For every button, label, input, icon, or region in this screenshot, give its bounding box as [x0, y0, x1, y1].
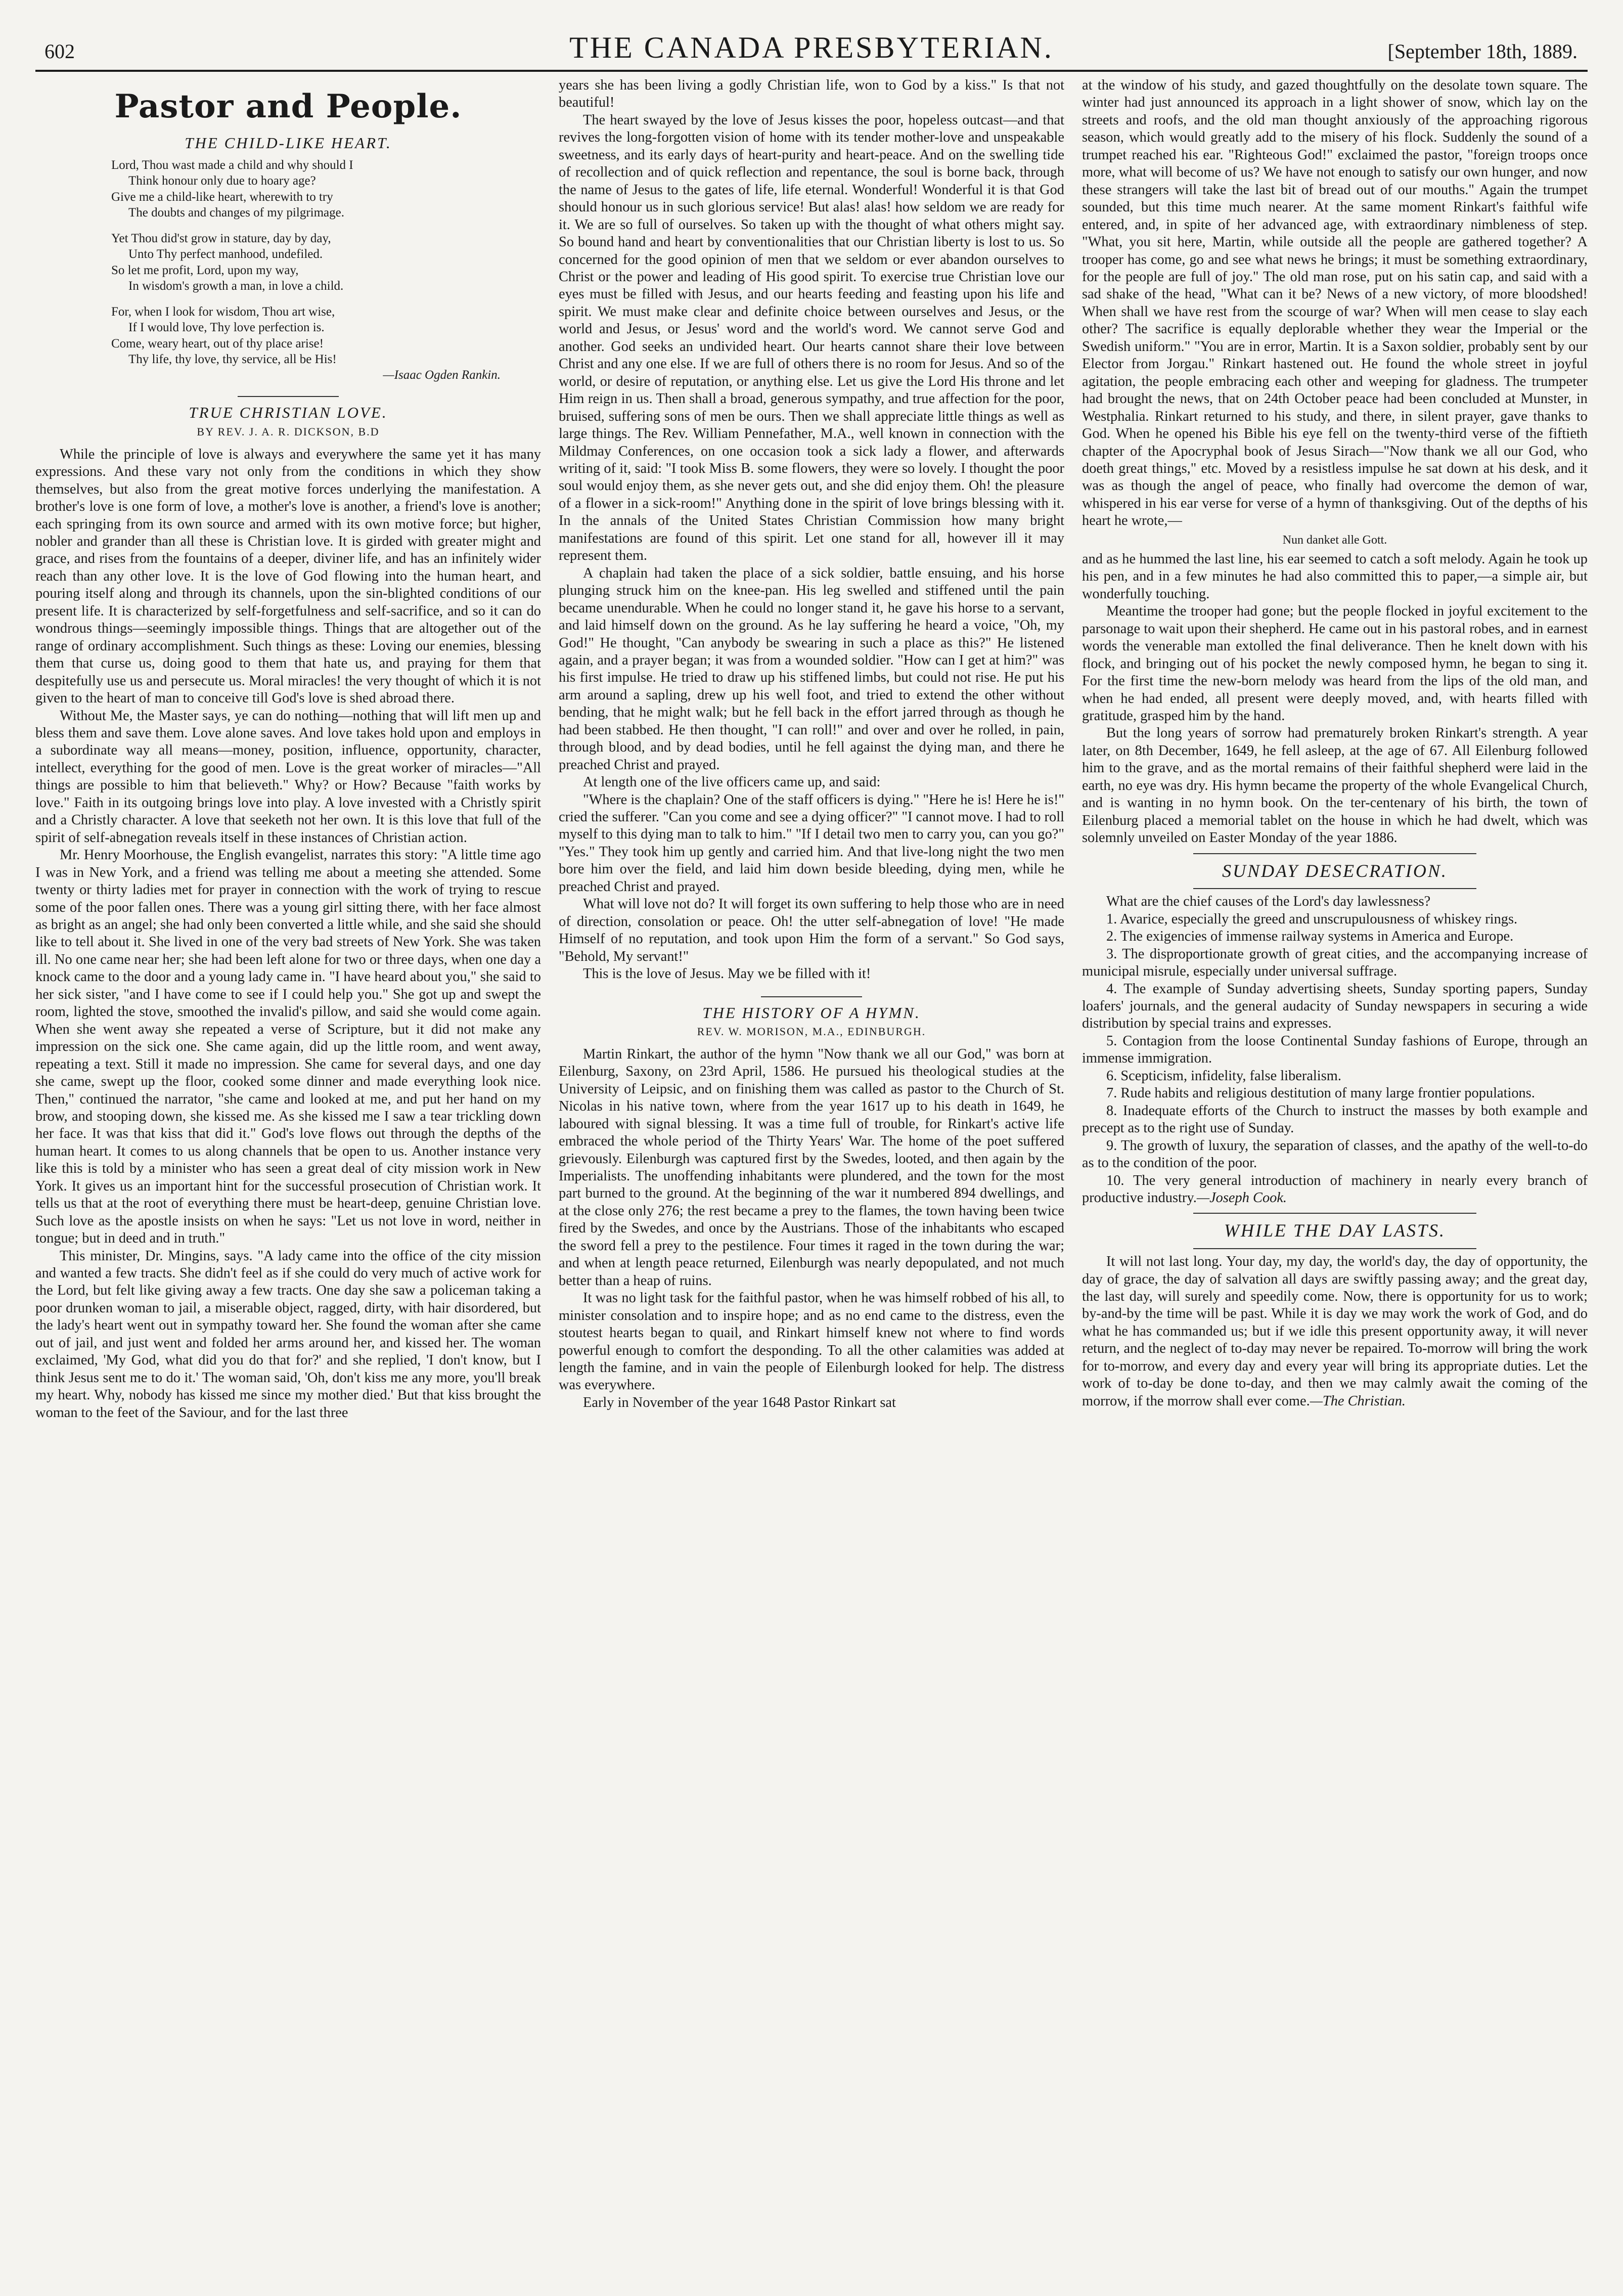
article-title: SUNDAY DESECRATION. — [1222, 860, 1448, 881]
masthead — [35, 30, 1588, 67]
article-byline: REV. W. MORISON, M.A., EDINBURGH. — [697, 1025, 926, 1038]
article-paragraph: It was no light task for the faithful pastor, when he was himself robbed of his all, to minister consolation and to inspire hope; and as no end came to the distress, even the stoutest hearts began to quail, and Rinkart himself knew not where to find words powerful enough to comfort the desponding. To all the other calamities was added at length the famine, and in vain the people of Eilenburgh looked for help. The distress was everywhere. — [559, 1290, 1064, 1393]
article-paragraph: "Where is the chaplain? One of the staff officers is dying." "Here he is! Here he is!" cried the sufferer. "Can you come and see a dying officer?" "I cannot move. I had to roll myself to this dying man to talk to him." "If I detail two men to carry you, can you go?" "Yes." They took him up gently and carried him. And that live-long night the two men bore him over the field, and laid him down beside bleeding, dying men, while he preached Christ and prayed. — [559, 791, 1064, 895]
list-item: 4. The example of Sunday advertising sheets, Sunday sporting papers, Sunday loafers' journals, and the general audacity of Sunday newspapers in securing a wide distribution by special trains and expresses. — [1082, 981, 1588, 1032]
article-paragraph: A chaplain had taken the place of a sick soldier, battle ensuing, and his horse plunging struck him on the knee-pan. His leg swelled and stiffened until the pain became unendurable. When he could no longer stand it, he gave his horse to a servant, and laid himself down on the ground. As he lay suffering he heard a voice, "Oh, my God!" He thought, "Can anybody be swearing in such a place as this?" He listened again, and a prayer began; it was from a wounded soldier. "How can I get at him?" was his first impulse. He tried to draw up his stiffened limbs, but could not rise. He put his arm around a sapling, drew up his well foot, and tried to extend the other without bending, that he might walk; but he fell back in the effort jarred through as though he had been stabbed. He then thought, "I can roll!" and over and over he rolled, in pain, through blood, and by dead bodies, until he fell against the dying man, and there he preached Christ and prayed. — [559, 565, 1064, 773]
article-paragraph: Martin Rinkart, the author of the hymn "Now thank we all our God," was born at Eilenburg, Saxony, on 23rd April, 1586. He pursued his theological studies at the University of Leipsic, and on finishing them was called as pastor to the Church of St. Nicolas in his native town, where from the year 1617 up to his death in 1649, he laboured with signal blessing. It was a time full of trouble, for Rinkart's active life embraced the whole period of the Thirty Years' War. The home of the poet suffered grievously. Eilenburgh was captured first by the Swedes, looted, and then again by the Imperialists. The unoffending inhabitants were plundered, and the town for the most part burned to the ground. At the beginning of the war it numbered 894 dwellings, and at the close only 276; the rest became a prey to the flames, the town having been twice fired by the Swedes, and once by the Austrians. Those of the inhabitants who escaped the sword fell a prey to the pestilence. Four times it raged in the town during the war; and when at length peace returned, Eilenburgh was nearly depopulated, and not much better than a heap of ruins. — [559, 1046, 1064, 1289]
article-paragraph: But the long years of sorrow had prematurely broken Rinkart's strength. A year later, on 8th December, 1649, he fell asleep, at the age of 67. All Eilenburg followed him to the grave, and as the mortal remains of their faithful shepherd were laid in the earth, no eye was dry. His hymn became the property of the whole Evangelical Church, and is wanting in no hymn book. On the ter-centenary of his birth, the town of Eilenburg placed a memorial tablet on the house in which he had dwelt, which was solemnly unveiled on Easter Monday of the year 1886. — [1082, 725, 1588, 846]
article-paragraph: What will love not do? It will forget its own suffering to help those who are in need of direction, consolation or peace. Oh! the utter self-abnegation of love! "He made Himself of no reputation, and took upon Him the form of a servant." So God says, "Behold, My servant!" — [559, 896, 1064, 964]
article-paragraph: Mr. Henry Moorhouse, the English evangelist, narrates this story: "A little time ago I was in New York, and a friend was telling me about a meeting she attended. Some twenty or thirty ladies met for prayer in connection with the work of trying to rescue some of the poor fallen ones. There was a young girl sitting there, with her face almost as bright as an angel; she had only been converted a little while, and she said she should like to tell about it. She lived in one of the very bad streets of New York. She was taken ill. No one came near her; she had been left alone for two or three days, when one day a knock came to the door and a young lady came in. "I have heard about you," she said to her sick sister, "and I have come to see if I could help you." She got up and swept the room, lighted the stove, smoothed the invalid's pillow, and said she would come again. When she went away she repeated a verse of Scripture, but it did not make any impression on the sick one. She came again, did up the little room, and went away, repeating a text. Still it made no impression. She came for several days, and one day she came, swept up the floor, cooked some dinner and made everything look nice. Then," continued the narrator, "she came and looked at me, and put her hand on my brow, and stooping down, she kissed me. As she kissed me I saw a tear trickling down her face. It was that kiss that did it." God's love flows out through the depths of the human heart. It comes to us along channels that be open to us. Another instance very like this is told by a minister who has seen a great deal of city mission work in New York. It gives us an important hint for the successful prosecution of Christian work. It tells us that at the root of everything there must be heart-deep, genuine Christian love. Such love as the apostle insists on when he says: "Let us not love in word, neither in tongue; but in deed and in truth." — [35, 847, 541, 1247]
issue-date: [September 18th, 1889. — [1387, 40, 1577, 63]
poem-line: Come, weary heart, out of thy place arise! — [111, 336, 324, 350]
list-item: 1. Avarice, especially the greed and unscrupulousness of whiskey rings. — [1106, 911, 1518, 927]
article-paragraph: years she has been living a godly Christian life, won to God by a kiss." Is that not beautiful! — [559, 77, 1064, 111]
article-paragraph: What are the chief causes of the Lord's day lawlessness? — [1106, 894, 1431, 910]
poem-title: THE CHILD-LIKE HEART. — [185, 134, 392, 152]
list-item — [1082, 1172, 1588, 1207]
poem-line: Give me a child-like heart, wherewith to try — [111, 190, 333, 204]
article-paragraph: While the principle of love is always and everywhere the same yet it has many expressions. And these vary not only from the conditions in which they show themselves, but also from the great motive forces underlying the manifestation. A brother's love is one form of love, a mother's love is another, a friend's love is another; each springing from its own source and armed with its own motive force; but higher, nobler and grander than all these is Christian love. It is girded with greater might and grace, and rises from the fountains of a deeper, diviner life, and has an infinitely wider reach than any other love. It is the love of God flowing into the human heart, and pouring itself along and through its channels, upon the sin-blighted conditions of our present life. It is characterized by self-forgetfulness and self-sacrifice, and so it can do wondrous things—seemingly impossible things. Things that are altogether out of the range of ordinary accomplishment. Such things as these: Loving our enemies, blessing them that curse us, doing good to them that hate us, and praying for them that despitefully use us and persecute us. Moral miracles! the very thought of which it is not given to the heart of man to conceive till God's love is shed abroad there. — [35, 446, 541, 707]
article-paragraph: Meantime the trooper had gone; but the people flocked in joyful excitement to the parsonage to wait upon their shepherd. He came out in his pastoral robes, and in earnest words the venerable man extolled the final deliverance. Then he knelt down with his flock, and bringing out of his pocket the newly composed hymn, he began to sing it. For the first time the new-born melody was heard from the lips of the old man, and when he had ended, all present were deeply moved, and, with hearts filled with gratitude, grasped him by the hand. — [1082, 603, 1588, 724]
divider — [238, 396, 339, 397]
poem-line: Lord, Thou wast made a child and why should I — [111, 158, 353, 172]
column-2 — [559, 77, 1064, 1422]
masthead-rule — [35, 70, 1588, 72]
list-item: 2. The exigencies of immense railway systems in America and Europe. — [1106, 929, 1514, 945]
poem-line: Unto Thy perfect manhood, undefiled. — [128, 247, 323, 261]
list-item: 3. The disproportionate growth of great cities, and the accompanying increase of municipal misrule, especially under universal suffrage. — [1082, 946, 1588, 980]
article-paragraph: This minister, Dr. Mingins, says. "A lady came into the office of the city mission and wanted a few tracts. She didn't feel as if she could do very much of active work for the Lord, but felt like giving away a few tracts. One day she saw a policeman taking a poor drunken woman to jail, a miserable object, ragged, dirty, with hair disordered, but the lady's heart went out in sympathy toward her. She found the woman after she came out of jail, and just went and folded her arms around her, and kissed her. The woman exclaimed, 'My God, what did you do that for?' and she replied, 'I don't know, but I think Jesus sent me to do it.' The woman said, 'Oh, don't kiss me any more, you'll break my heart. Why, nobody has kissed me since my mother died.' But that kiss brought the woman to the feet of the Saviour, and for the last three — [35, 1248, 541, 1421]
column-1 — [35, 77, 541, 1422]
list-item: 6. Scepticism, infidelity, false liberalism. — [1106, 1068, 1341, 1084]
list-item-text: 10. The very general introduction of machinery in nearly every branch of productive industry. — [1082, 1172, 1588, 1206]
poem-stanza — [111, 231, 541, 294]
article-paragraph — [1082, 1253, 1588, 1410]
list-item: 9. The growth of luxury, the separation of classes, and the apathy of the well-to-do as to the condition of the poor. — [1082, 1137, 1588, 1171]
divider — [1193, 853, 1476, 854]
article-byline: BY REV. J. A. R. DICKSON, B.D — [197, 425, 380, 438]
newspaper-title: THE CANADA PRESBYTERIAN. — [569, 31, 1054, 64]
poem-line: Thy life, thy love, thy service, all be His! — [128, 352, 337, 366]
columns — [35, 77, 1588, 1422]
poem-line: The doubts and changes of my pilgrimage. — [128, 205, 344, 219]
article-title: TRUE CHRISTIAN LOVE. — [189, 404, 388, 422]
article-paragraph: At length one of the live officers came up, and said: — [583, 774, 881, 790]
article-paragraph: This is the love of Jesus. May we be filled with it! — [583, 966, 871, 982]
poem-stanza — [111, 304, 541, 383]
divider — [1193, 1213, 1476, 1214]
poem — [35, 157, 541, 383]
divider — [761, 996, 862, 997]
article-signoff: —The Christian. — [1310, 1393, 1406, 1409]
column-3 — [1082, 77, 1588, 1422]
hymn-title: Nun danket alle Gott. — [1282, 533, 1387, 547]
poem-attribution: —Isaac Ogden Rankin. — [383, 368, 501, 382]
article-title: WHILE THE DAY LASTS. — [1224, 1220, 1446, 1241]
divider — [1193, 1248, 1476, 1249]
poem-line: In wisdom's growth a man, in love a child. — [128, 279, 344, 293]
article-signoff: —Joseph Cook. — [1196, 1189, 1287, 1206]
poem-line: Think honour only due to hoary age? — [128, 174, 316, 188]
page-number: 602 — [44, 40, 75, 63]
list-item: 7. Rude habits and religious destitution of many large frontier populations. — [1106, 1085, 1535, 1101]
list-item: 5. Contagion from the loose Continental Sunday fashions of Europe, through an immense immigration. — [1082, 1033, 1588, 1067]
section-heading: Pastor and People. — [114, 87, 462, 125]
list-item: 8. Inadequate efforts of the Church to instruct the masses by both example and precept as to the right use of Sunday. — [1082, 1102, 1588, 1136]
article-paragraph: at the window of his study, and gazed thoughtfully on the desolate town square. The winter had just announced its approach in a light shower of snow, which lay on the streets and roofs, and the old man thought anxiously of the approaching rigorous season, which would greatly add to the misery of his flock. Suddenly the sound of a trumpet reached his ear. "Righteous God!" exclaimed the pastor, "foreign troops once more, what will become of us? We have not enough to satisfy our own hunger, and now these strangers will take the last bit of bread out of our mouths." Again the trumpet sounded, but this time much nearer. At the same moment Rinkart's faithful wife entered, and, in spite of her advanced age, with extraordinary nimbleness of step. "What, you sit here, Martin, while outside all the people are gathered together? A trooper has come, go and see what news he brings; it must be something extraordinary, for the people are full of joy." The old man rose, put on his satin cap, and said with a sad shake of the head, "What can it be? News of a new victory, of more bloodshed! When shall we have rest from the scourge of war? When will men cease to slay each other? The sacrifice is equally deplorable whether they wear the Imperial or the Swedish uniform." "You are in error, Martin. It is a Saxon soldier, probably sent by our Elector from Jorgau." Rinkart hastened out. He found the whole street in joyful agitation, the people embracing each other and weeping for gladness. The trumpeter had brought the news, that on 24th October peace had been concluded at Munster, in Westphalia. Rinkart returned to his study, and there, in silent prayer, gave thanks to God. When he opened his Bible his eye fell on the twenty-third verse of the fiftieth chapter of the Apocryphal book of Jesus Sirach—"Now thank we all our God, who doeth great things," etc. Moved by a resistless impulse he sat down at his desk, and it was as though the angel of peace, who finally had overcome the demon of war, whispered in his ear verse for verse of a hymn of thanksgiving. Out of the depths of his heart he wrote,— — [1082, 77, 1588, 529]
poem-line: If I would love, Thy love perfection is. — [128, 321, 325, 335]
article-paragraph: Early in November of the year 1648 Pastor Rinkart sat — [583, 1394, 896, 1410]
poem-line: For, when I look for wisdom, Thou art wise, — [111, 305, 335, 319]
poem-line: So let me profit, Lord, upon my way, — [111, 263, 299, 277]
poem-stanza — [111, 157, 541, 220]
divider — [1193, 888, 1476, 889]
article-paragraph: Without Me, the Master says, ye can do nothing—nothing that will lift men up and bless them and save them. Love alone saves. And love takes hold upon and employs in a subordinate way all means—money, position, influence, opportunity, character, intellect, everything for the good of men. Love is the great worker of miracles—"All things are possible to him that believeth." Why? or How? Because "faith works by love." Faith in its outgoing brings love into play. A love invested with a Christly spirit and a Christly character. A love that seeketh not her own. It is this love that full of the spirit of self-abnegation reveals itself in these instances of Christian action. — [35, 708, 541, 846]
poem-line: Yet Thou did'st grow in stature, day by day, — [111, 232, 331, 246]
article-paragraph: The heart swayed by the love of Jesus kisses the poor, hopeless outcast—and that revives the long-forgotten vision of home with its tender mother-love and unspeakable sweetness, and its early days of heart-purity and heart-peace. And on the swelling tide of recollection and of quick reflection and repentance, the soul is borne back, through the name of Jesus to the gates of life, life eternal. Wonderful! Wonderful it is that God should honour us in such glorious service! But alas! alas! how seldom we are ready for it. We are so full of ourselves. So taken up with the thought of what others might say. So bound hand and heart by conventionalities that our Christian liberty is lost to us. So concerned for the good opinion of men that we seldom or ever abandon ourselves to Christ or the power and leading of His good spirit. To exercise true Christian love our eyes must be filled with Jesus, and our hearts feeding and feasting upon his life and spirit. We must make clear and definite choice between ourselves and Jesus, or the world and Jesus, or Jesus' word and the world's word. We cannot serve God and another. God seeks an undivided heart. Our hearts cannot share their love between Christ and any one else. If we are full of others there is no room for Jesus. And so of the world, or desire of reputation, or anything else. Let us give the Lord His throne and let Him reign in us. Then shall a broad, generous sympathy, and true affection for the poor, bruised, suffering sons of men be ours. Then we shall appreciate little things as well as large things. The Rev. William Pennefather, M.A., well known in connection with the Mildmay Conferences, on one occasion took a sick lady a flower, and afterwards writing of it, said: "I took Miss B. some flowers, they were so lovely. I thought the poor soul would enjoy them, as she never gets out, and she did enjoy them. Oh! the pleasure of a flower in a sick-room!" Anything done in the spirit of love brings blessing with it. In the annals of the United States Christian Commission how many bright manifestations are found of this spirit. Let one stand for all, however ill it may represent them. — [559, 112, 1064, 564]
article-title: THE HISTORY OF A HYMN. — [702, 1003, 921, 1022]
article-paragraph: and as he hummed the last line, his ear seemed to catch a soft melody. Again he took up his pen, and in a few minutes he had also committed this to paper,—a simple air, but wonderfully touching. — [1082, 551, 1588, 602]
article-text: It will not last long. Your day, my day, the world's day, the day of opportunity, the day of grace, the day of salvation all days are swiftly passing away; and the great day, the last day, will surely and speedily come. Now, there is opportunity for us to work; by-and-by the time will be past. While it is day we may work the work of God, and do what he has commanded us; but if we idle this present opportunity away, it will never return, and the neglect of to-day may never be repaired. To-morrow will bring the work for to-morrow, and every day and every year will bring its appropriate duties. Let the work of to-day be done to-day, and then we may calmly await the coming of the morrow, if the morrow shall ever come. — [1082, 1254, 1588, 1409]
